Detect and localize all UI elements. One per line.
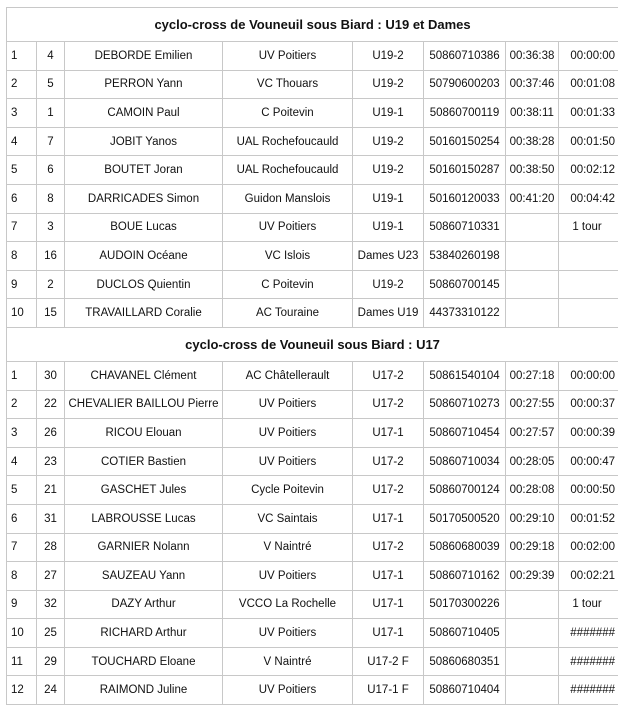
rider-name-cell: DAZY Arthur — [65, 590, 223, 619]
table-row — [7, 419, 618, 448]
rider-name-cell: GARNIER Nolann — [65, 533, 223, 562]
section-header — [7, 8, 618, 42]
category-cell: Dames U19 — [353, 299, 424, 328]
license-number-cell: 50860680351 — [424, 647, 506, 676]
rider-name-cell: LABROUSSE Lucas — [65, 504, 223, 533]
rider-name-cell: RAIMOND Juline — [65, 676, 223, 705]
license-number-cell: 50860710162 — [424, 562, 506, 591]
bib-number-cell: 29 — [37, 647, 65, 676]
race-time-cell: 00:37:46 — [506, 70, 559, 99]
rider-name-cell: JOBIT Yanos — [65, 127, 223, 156]
time-gap-cell: 00:01:08 — [559, 70, 618, 99]
time-gap-cell: 00:01:33 — [559, 99, 618, 128]
license-number-cell: 50860700124 — [424, 476, 506, 505]
race-time-cell: 00:29:10 — [506, 504, 559, 533]
club-cell: UV Poitiers — [223, 676, 353, 705]
license-number-cell: 50160150287 — [424, 156, 506, 185]
race-time-cell: 00:28:08 — [506, 476, 559, 505]
rider-name-cell: DARRICADES Simon — [65, 184, 223, 213]
category-cell: U19-2 — [353, 70, 424, 99]
club-cell: UV Poitiers — [223, 213, 353, 242]
race-time-cell: 00:28:05 — [506, 447, 559, 476]
club-cell: UV Poitiers — [223, 447, 353, 476]
rank-cell: 8 — [7, 562, 37, 591]
license-number-cell: 50790600203 — [424, 70, 506, 99]
rider-name-cell: DEBORDE Emilien — [65, 42, 223, 71]
category-cell: U19-1 — [353, 184, 424, 213]
time-gap-cell: 00:02:21 — [559, 562, 618, 591]
rider-name-cell: COTIER Bastien — [65, 447, 223, 476]
license-number-cell: 50860710034 — [424, 447, 506, 476]
table-row — [7, 562, 618, 591]
rank-cell: 4 — [7, 447, 37, 476]
rank-cell: 8 — [7, 242, 37, 271]
section-title: cyclo-cross de Vouneuil sous Biard : U19 et Dames — [7, 8, 618, 42]
table-row — [7, 504, 618, 533]
time-gap-cell: 1 tour — [559, 590, 618, 619]
club-cell: Guidon Manslois — [223, 184, 353, 213]
time-gap-cell: 00:00:39 — [559, 419, 618, 448]
results-table — [6, 7, 618, 705]
rank-cell: 7 — [7, 533, 37, 562]
table-row — [7, 184, 618, 213]
time-gap-cell: 00:04:42 — [559, 184, 618, 213]
table-row — [7, 533, 618, 562]
license-number-cell: 53840260198 — [424, 242, 506, 271]
time-gap-cell: 1 tour — [559, 213, 618, 242]
race-time-cell: 00:38:11 — [506, 99, 559, 128]
time-gap-cell: ####### — [559, 676, 618, 705]
time-gap-cell: 00:01:52 — [559, 504, 618, 533]
time-gap-cell — [559, 299, 618, 328]
rider-name-cell: TRAVAILLARD Coralie — [65, 299, 223, 328]
race-time-cell — [506, 647, 559, 676]
category-cell: U17-2 — [353, 476, 424, 505]
club-cell: VC Thouars — [223, 70, 353, 99]
category-cell: U17-2 — [353, 447, 424, 476]
table-row — [7, 270, 618, 299]
bib-number-cell: 6 — [37, 156, 65, 185]
race-time-cell — [506, 590, 559, 619]
race-time-cell: 00:27:57 — [506, 419, 559, 448]
rank-cell: 9 — [7, 590, 37, 619]
bib-number-cell: 24 — [37, 676, 65, 705]
bib-number-cell: 28 — [37, 533, 65, 562]
time-gap-cell: 00:00:00 — [559, 42, 618, 71]
time-gap-cell: 00:00:37 — [559, 390, 618, 419]
category-cell: U17-2 — [353, 390, 424, 419]
license-number-cell: 50170300226 — [424, 590, 506, 619]
bib-number-cell: 16 — [37, 242, 65, 271]
race-time-cell — [506, 299, 559, 328]
club-cell: V Naintré — [223, 533, 353, 562]
rider-name-cell: DUCLOS Quientin — [65, 270, 223, 299]
bib-number-cell: 1 — [37, 99, 65, 128]
category-cell: U17-2 — [353, 361, 424, 390]
rank-cell: 6 — [7, 504, 37, 533]
club-cell: AC Touraine — [223, 299, 353, 328]
race-time-cell: 00:36:38 — [506, 42, 559, 71]
table-row — [7, 99, 618, 128]
rider-name-cell: RICHARD Arthur — [65, 619, 223, 648]
category-cell: U17-2 F — [353, 647, 424, 676]
rank-cell: 3 — [7, 99, 37, 128]
rank-cell: 11 — [7, 647, 37, 676]
club-cell: UAL Rochefoucauld — [223, 156, 353, 185]
time-gap-cell: ####### — [559, 647, 618, 676]
rider-name-cell: CAMOIN Paul — [65, 99, 223, 128]
license-number-cell: 50860700119 — [424, 99, 506, 128]
table-row — [7, 156, 618, 185]
license-number-cell: 44373310122 — [424, 299, 506, 328]
table-row — [7, 476, 618, 505]
rider-name-cell: CHAVANEL Clément — [65, 361, 223, 390]
club-cell: C Poitevin — [223, 99, 353, 128]
table-row — [7, 390, 618, 419]
rider-name-cell: BOUTET Joran — [65, 156, 223, 185]
bib-number-cell: 2 — [37, 270, 65, 299]
race-time-cell: 00:29:18 — [506, 533, 559, 562]
bib-number-cell: 8 — [37, 184, 65, 213]
rider-name-cell: CHEVALIER BAILLOU Pierre — [65, 390, 223, 419]
results-body — [7, 8, 618, 705]
license-number-cell: 50860710386 — [424, 42, 506, 71]
club-cell: UV Poitiers — [223, 619, 353, 648]
table-row — [7, 590, 618, 619]
rank-cell: 7 — [7, 213, 37, 242]
bib-number-cell: 15 — [37, 299, 65, 328]
time-gap-cell: 00:00:00 — [559, 361, 618, 390]
club-cell: VCCO La Rochelle — [223, 590, 353, 619]
license-number-cell: 50170500520 — [424, 504, 506, 533]
rank-cell: 6 — [7, 184, 37, 213]
rider-name-cell: AUDOIN Océane — [65, 242, 223, 271]
bib-number-cell: 3 — [37, 213, 65, 242]
table-row — [7, 299, 618, 328]
rank-cell: 3 — [7, 419, 37, 448]
rider-name-cell: PERRON Yann — [65, 70, 223, 99]
bib-number-cell: 5 — [37, 70, 65, 99]
race-time-cell: 00:38:28 — [506, 127, 559, 156]
table-row — [7, 213, 618, 242]
license-number-cell: 50860680039 — [424, 533, 506, 562]
license-number-cell: 50860710404 — [424, 676, 506, 705]
club-cell: C Poitevin — [223, 270, 353, 299]
category-cell: U19-2 — [353, 156, 424, 185]
table-row — [7, 70, 618, 99]
race-time-cell — [506, 242, 559, 271]
category-cell: U19-2 — [353, 42, 424, 71]
time-gap-cell: ####### — [559, 619, 618, 648]
bib-number-cell: 32 — [37, 590, 65, 619]
club-cell: UV Poitiers — [223, 42, 353, 71]
rider-name-cell: RICOU Elouan — [65, 419, 223, 448]
rank-cell: 1 — [7, 361, 37, 390]
rider-name-cell: TOUCHARD Eloane — [65, 647, 223, 676]
table-row — [7, 647, 618, 676]
club-cell: UAL Rochefoucauld — [223, 127, 353, 156]
table-row — [7, 361, 618, 390]
bib-number-cell: 4 — [37, 42, 65, 71]
rider-name-cell: BOUE Lucas — [65, 213, 223, 242]
race-time-cell — [506, 213, 559, 242]
time-gap-cell: 00:00:47 — [559, 447, 618, 476]
race-time-cell: 00:38:50 — [506, 156, 559, 185]
category-cell: U17-1 — [353, 562, 424, 591]
results-sheet — [6, 7, 618, 705]
rank-cell: 4 — [7, 127, 37, 156]
table-row — [7, 447, 618, 476]
category-cell: U17-1 — [353, 504, 424, 533]
bib-number-cell: 7 — [37, 127, 65, 156]
rank-cell: 10 — [7, 299, 37, 328]
rank-cell: 2 — [7, 70, 37, 99]
race-time-cell — [506, 676, 559, 705]
club-cell: UV Poitiers — [223, 390, 353, 419]
club-cell: AC Châtellerault — [223, 361, 353, 390]
license-number-cell: 50860700145 — [424, 270, 506, 299]
time-gap-cell — [559, 242, 618, 271]
rank-cell: 1 — [7, 42, 37, 71]
rank-cell: 9 — [7, 270, 37, 299]
rider-name-cell: SAUZEAU Yann — [65, 562, 223, 591]
license-number-cell: 50160150254 — [424, 127, 506, 156]
bib-number-cell: 30 — [37, 361, 65, 390]
category-cell: U19-2 — [353, 270, 424, 299]
table-row — [7, 619, 618, 648]
club-cell: V Naintré — [223, 647, 353, 676]
category-cell: U19-1 — [353, 213, 424, 242]
race-time-cell: 00:29:39 — [506, 562, 559, 591]
time-gap-cell — [559, 270, 618, 299]
license-number-cell: 50160120033 — [424, 184, 506, 213]
category-cell: U17-2 — [353, 533, 424, 562]
race-time-cell — [506, 619, 559, 648]
category-cell: U17-1 — [353, 619, 424, 648]
club-cell: VC Saintais — [223, 504, 353, 533]
license-number-cell: 50860710405 — [424, 619, 506, 648]
category-cell: U19-2 — [353, 127, 424, 156]
license-number-cell: 50860710273 — [424, 390, 506, 419]
time-gap-cell: 00:02:12 — [559, 156, 618, 185]
bib-number-cell: 27 — [37, 562, 65, 591]
category-cell: U17-1 — [353, 590, 424, 619]
bib-number-cell: 23 — [37, 447, 65, 476]
table-row — [7, 676, 618, 705]
rider-name-cell: GASCHET Jules — [65, 476, 223, 505]
section-header — [7, 327, 618, 361]
rank-cell: 5 — [7, 476, 37, 505]
category-cell: Dames U23 — [353, 242, 424, 271]
race-time-cell — [506, 270, 559, 299]
time-gap-cell: 00:00:50 — [559, 476, 618, 505]
license-number-cell: 50860710454 — [424, 419, 506, 448]
table-row — [7, 242, 618, 271]
club-cell: Cycle Poitevin — [223, 476, 353, 505]
bib-number-cell: 21 — [37, 476, 65, 505]
table-row — [7, 127, 618, 156]
rank-cell: 10 — [7, 619, 37, 648]
table-row — [7, 42, 618, 71]
category-cell: U17-1 F — [353, 676, 424, 705]
bib-number-cell: 26 — [37, 419, 65, 448]
race-time-cell: 00:27:55 — [506, 390, 559, 419]
race-time-cell: 00:27:18 — [506, 361, 559, 390]
rank-cell: 5 — [7, 156, 37, 185]
rank-cell: 2 — [7, 390, 37, 419]
bib-number-cell: 25 — [37, 619, 65, 648]
time-gap-cell: 00:02:00 — [559, 533, 618, 562]
category-cell: U19-1 — [353, 99, 424, 128]
bib-number-cell: 31 — [37, 504, 65, 533]
license-number-cell: 50861540104 — [424, 361, 506, 390]
category-cell: U17-1 — [353, 419, 424, 448]
club-cell: UV Poitiers — [223, 419, 353, 448]
license-number-cell: 50860710331 — [424, 213, 506, 242]
club-cell: VC Islois — [223, 242, 353, 271]
race-time-cell: 00:41:20 — [506, 184, 559, 213]
section-title: cyclo-cross de Vouneuil sous Biard : U17 — [7, 327, 618, 361]
rank-cell: 12 — [7, 676, 37, 705]
time-gap-cell: 00:01:50 — [559, 127, 618, 156]
bib-number-cell: 22 — [37, 390, 65, 419]
club-cell: UV Poitiers — [223, 562, 353, 591]
